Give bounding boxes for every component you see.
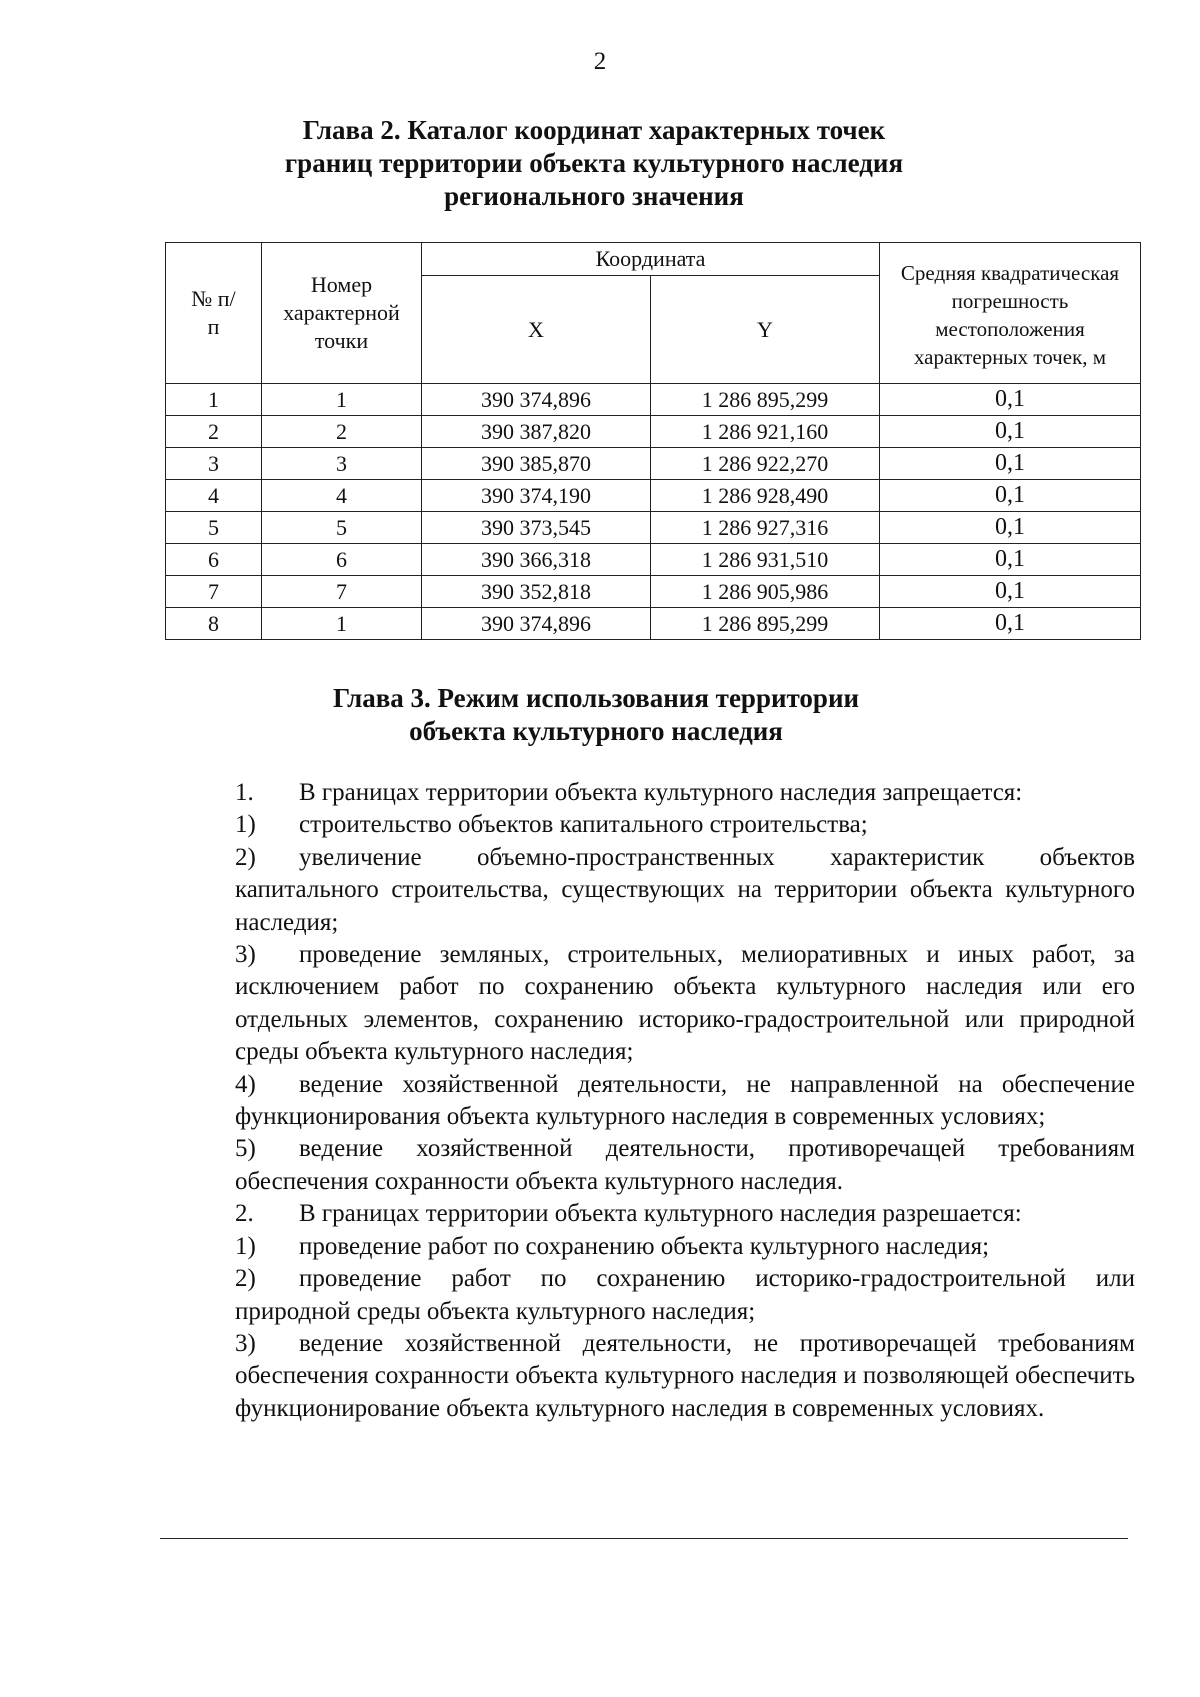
cell-number: 7 [166, 576, 262, 608]
cell-y: 1 286 895,299 [651, 608, 880, 640]
cell-number: 2 [166, 416, 262, 448]
item-text: ведение хозяйственной деятельности, не направленной на обеспечение функционирования объекта культурного наследия в современных условиях; [235, 1070, 1135, 1131]
item-text: ведение хозяйственной деятельности, не противоречащей требованиям обеспечения сохранности объекта культурного наследия и позволяющей обеспечить функционирование объекта культурного наследия в современных условиях. [235, 1329, 1135, 1422]
clause-text: В границах территории объекта культурного наследия запрещается: [299, 779, 1023, 806]
chapter-2-title-line: границ территории объекта культурного наследия [284, 148, 904, 178]
cell-error: 0,1 [880, 576, 1141, 608]
item-text: проведение земляных, строительных, мелиоративных и иных работ, за исключением работ по сохранению объекта культурного наследия или его отдельных элементов, сохранению историко-градостроительной или природной среды объекта культурного наследия; [235, 941, 1135, 1066]
item-number: 3) [235, 1329, 256, 1357]
item-number: 4) [235, 1070, 256, 1098]
cell-error: 0,1 [880, 512, 1141, 544]
cell-x: 390 374,896 [422, 384, 651, 416]
cell-error: 0,1 [880, 608, 1141, 640]
cell-point-number: 7 [262, 576, 422, 608]
cell-point-number: 1 [262, 608, 422, 640]
cell-y: 1 286 905,986 [651, 576, 880, 608]
header-x: X [422, 276, 651, 384]
cell-x: 390 374,190 [422, 480, 651, 512]
item-number: 2) [235, 843, 256, 871]
sub-item [160, 809, 1135, 841]
clause-number: 1. [235, 779, 254, 806]
cell-error: 0,1 [880, 384, 1141, 416]
clause-number: 2. [235, 1200, 254, 1228]
item-text: проведение работ по сохранению историко-градостроительной или природной среды объекта культурного наследия; [235, 1265, 1135, 1325]
table-row [166, 480, 1141, 512]
cell-y: 1 286 927,316 [651, 512, 880, 544]
cell-error: 0,1 [880, 480, 1141, 512]
cell-error: 0,1 [880, 448, 1141, 480]
cell-x: 390 373,545 [422, 512, 651, 544]
table-row [166, 448, 1141, 480]
table-row [166, 608, 1141, 640]
cell-error: 0,1 [880, 416, 1141, 448]
chapter-3-title-line: Глава 3. Режим использования территории [332, 683, 860, 713]
cell-point-number: 1 [262, 384, 422, 416]
cell-x: 390 387,820 [422, 416, 651, 448]
cell-x: 390 366,318 [422, 544, 651, 576]
cell-number: 3 [166, 448, 262, 480]
item-number: 1) [235, 811, 256, 839]
cell-y: 1 286 928,490 [651, 480, 880, 512]
item-text: увеличение объемно-пространственных характеристик объектов капитального строительства, существующих на территории объекта культурного наследия; [235, 843, 1135, 936]
cell-error: 0,1 [880, 544, 1141, 576]
chapter-2-title-line: Глава 2. Каталог координат характерных точек [302, 115, 886, 145]
chapter-2-title [0, 114, 1194, 213]
item-text: проведение работ по сохранению объекта культурного наследия; [299, 1232, 990, 1260]
cell-x: 390 374,896 [422, 608, 651, 640]
cell-y: 1 286 931,510 [651, 544, 880, 576]
header-y: Y [651, 276, 880, 384]
clause-1 [160, 777, 1135, 809]
item-number: 1) [235, 1232, 256, 1260]
cell-point-number: 6 [262, 544, 422, 576]
chapter-3-title [0, 682, 1196, 748]
sub-item [160, 1133, 1135, 1198]
cell-y: 1 286 922,270 [651, 448, 880, 480]
cell-point-number: 2 [262, 416, 422, 448]
header-number: № п/п [166, 243, 262, 384]
header-coordinate: Координата [422, 243, 880, 276]
sub-item [160, 842, 1135, 939]
sub-item [160, 1263, 1135, 1328]
sub-item [160, 1069, 1135, 1134]
table-row [166, 416, 1141, 448]
cell-point-number: 5 [262, 512, 422, 544]
clause-text: В границах территории объекта культурного наследия разрешается: [299, 1200, 1022, 1228]
cell-x: 390 385,870 [422, 448, 651, 480]
cell-y: 1 286 921,160 [651, 416, 880, 448]
cell-number: 5 [166, 512, 262, 544]
item-number: 5) [235, 1135, 256, 1163]
page-number: 2 [593, 48, 607, 75]
chapter-2-title-line: регионального значения [444, 181, 744, 211]
table-row [166, 544, 1141, 576]
item-number: 2) [235, 1265, 256, 1293]
item-number: 3) [235, 941, 256, 969]
chapter-3-body [160, 777, 1135, 1425]
cell-number: 4 [166, 480, 262, 512]
table-row [166, 512, 1141, 544]
sub-item [160, 939, 1135, 1069]
item-text: строительство объектов капитального строительства; [299, 811, 868, 839]
sub-item [160, 1231, 1135, 1263]
cell-point-number: 4 [262, 480, 422, 512]
table-row [166, 384, 1141, 416]
coordinates-table [165, 242, 1141, 640]
cell-number: 8 [166, 608, 262, 640]
cell-y: 1 286 895,299 [651, 384, 880, 416]
table-row [166, 576, 1141, 608]
header-point-number: Номер характерной точки [262, 243, 422, 384]
cell-x: 390 352,818 [422, 576, 651, 608]
footer-rule [160, 1538, 1128, 1539]
sub-item [160, 1328, 1135, 1425]
cell-point-number: 3 [262, 448, 422, 480]
table-body [166, 384, 1141, 640]
header-error: Средняя квадратическая погрешность местоположения характерных точек, м [880, 243, 1141, 384]
clause-2 [160, 1198, 1135, 1230]
chapter-3-title-line: объекта культурного наследия [409, 716, 783, 746]
cell-number: 1 [166, 384, 262, 416]
item-text: ведение хозяйственной деятельности, противоречащей требованиям обеспечения сохранности объекта культурного наследия. [235, 1135, 1135, 1195]
cell-number: 6 [166, 544, 262, 576]
